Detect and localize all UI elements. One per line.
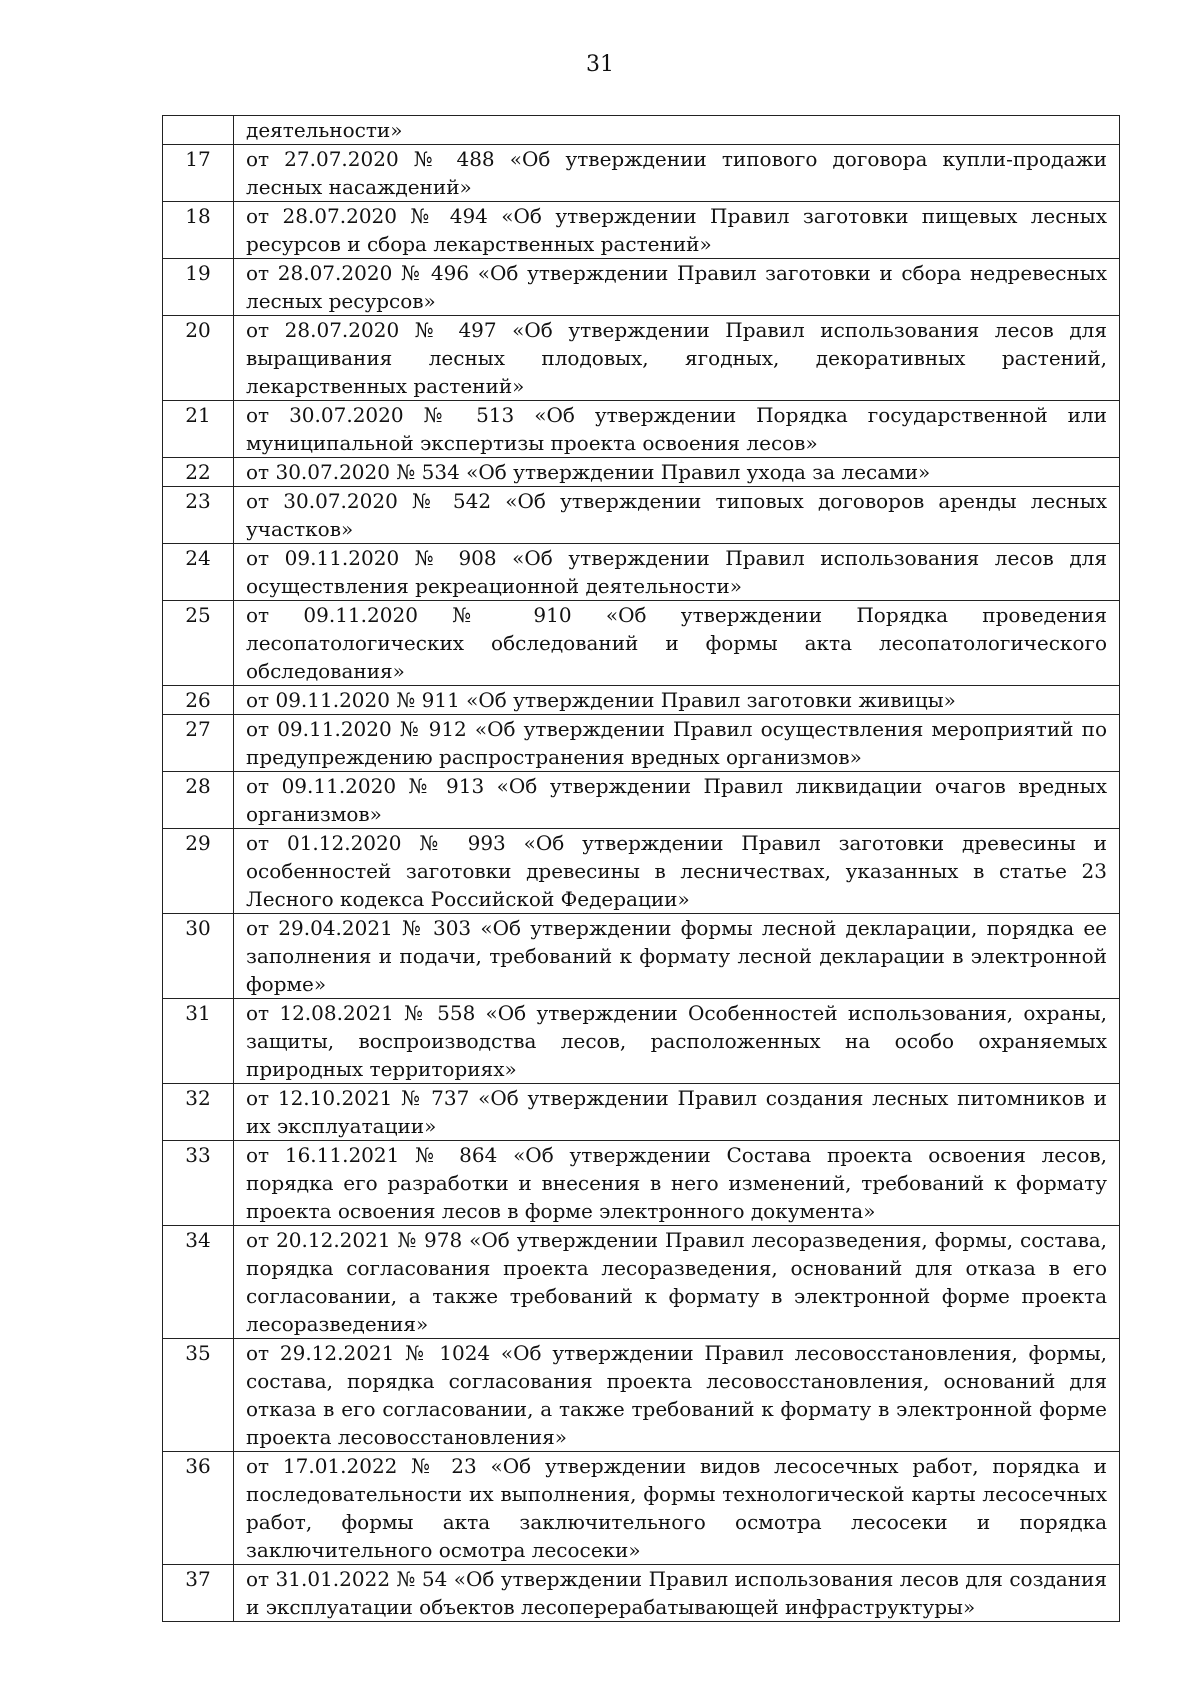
row-text: от 16.11.2021 № 864 «Об утверждении Состава проекта освоения лесов, порядка его разработки и внесения в него изменений, требований к формату проекта освоения лесов в форме электронного документа» [234,1141,1120,1226]
row-text: от 17.01.2022 № 23 «Об утверждении видов лесосечных работ, порядка и последовательности их выполнения, формы технологической карты лесосечных работ, формы акта заключительного осмотра лесосеки и порядка заключительного осмотра лесосеки» [234,1452,1120,1565]
row-text: от 12.08.2021 № 558 «Об утверждении Особенностей использования, охраны, защиты, воспроизводства лесов, расположенных на особо охраняемых природных территориях» [234,999,1120,1084]
row-number: 21 [163,401,234,458]
table-row [163,401,1120,458]
row-number: 22 [163,458,234,487]
row-number: 27 [163,715,234,772]
table-row [163,686,1120,715]
table-row [163,914,1120,999]
table-row [163,1141,1120,1226]
row-text: от 28.07.2020 № 494 «Об утверждении Правил заготовки пищевых лесных ресурсов и сбора лекарственных растений» [234,202,1120,259]
row-text: от 30.07.2020 № 534 «Об утверждении Правил ухода за лесами» [234,458,1120,487]
row-text: от 01.12.2020 № 993 «Об утверждении Правил заготовки древесины и особенностей заготовки древесины в лесничествах, указанных в статье 23 Лесного кодекса Российской Федерации» [234,829,1120,914]
table-row [163,259,1120,316]
row-number [163,116,234,145]
row-text: от 09.11.2020 № 910 «Об утверждении Порядка проведения лесопатологических обследований и формы акта лесопатологического обследования» [234,601,1120,686]
row-text: от 30.07.2020 № 542 «Об утверждении типовых договоров аренды лесных участков» [234,487,1120,544]
table-row [163,1084,1120,1141]
row-text: от 09.11.2020 № 911 «Об утверждении Правил заготовки живицы» [234,686,1120,715]
row-number: 25 [163,601,234,686]
table-row [163,1339,1120,1452]
table-row [163,544,1120,601]
row-text: от 20.12.2021 № 978 «Об утверждении Правил лесоразведения, формы, состава, порядка согласования проекта лесоразведения, оснований для отказа в его согласовании, а также требований к формату в электронной форме проекта лесоразведения» [234,1226,1120,1339]
table-row [163,116,1120,145]
row-number: 20 [163,316,234,401]
row-number: 17 [163,145,234,202]
row-number: 19 [163,259,234,316]
table-row [163,1226,1120,1339]
row-number: 31 [163,999,234,1084]
table-row [163,1452,1120,1565]
row-text: от 28.07.2020 № 497 «Об утверждении Правил использования лесов для выращивания лесных плодовых, ягодных, декоративных растений, лекарственных растений» [234,316,1120,401]
row-number: 37 [163,1565,234,1622]
table-row [163,715,1120,772]
table-row [163,145,1120,202]
row-number: 33 [163,1141,234,1226]
row-text: деятельности» [234,116,1120,145]
row-text: от 29.04.2021 № 303 «Об утверждении формы лесной декларации, порядка ее заполнения и подачи, требований к формату лесной декларации в электронной форме» [234,914,1120,999]
row-text: от 30.07.2020 № 513 «Об утверждении Порядка государственной или муниципальной экспертизы проекта освоения лесов» [234,401,1120,458]
row-text: от 29.12.2021 № 1024 «Об утверждении Правил лесовосстановления, формы, состава, порядка согласования проекта лесовосстановления, оснований для отказа в его согласовании, а также требований к формату в электронной форме проекта лесовосстановления» [234,1339,1120,1452]
row-text: от 09.11.2020 № 908 «Об утверждении Правил использования лесов для осуществления рекреационной деятельности» [234,544,1120,601]
row-number: 18 [163,202,234,259]
table-row [163,601,1120,686]
row-number: 36 [163,1452,234,1565]
row-text: от 09.11.2020 № 913 «Об утверждении Правил ликвидации очагов вредных организмов» [234,772,1120,829]
table-row [163,829,1120,914]
regulations-table [162,115,1120,1622]
table-row [163,458,1120,487]
row-number: 24 [163,544,234,601]
table-row [163,487,1120,544]
row-number: 35 [163,1339,234,1452]
row-text: от 28.07.2020 № 496 «Об утверждении Правил заготовки и сбора недревесных лесных ресурсов» [234,259,1120,316]
row-number: 34 [163,1226,234,1339]
row-number: 30 [163,914,234,999]
row-number: 32 [163,1084,234,1141]
table-row [163,999,1120,1084]
table-row [163,1565,1120,1622]
row-text: от 12.10.2021 № 737 «Об утверждении Правил создания лесных питомников и их эксплуатации» [234,1084,1120,1141]
row-text: от 31.01.2022 № 54 «Об утверждении Правил использования лесов для создания и эксплуатации объектов лесоперерабатывающей инфраструктуры» [234,1565,1120,1622]
row-text: от 27.07.2020 № 488 «Об утверждении типового договора купли-продажи лесных насаждений» [234,145,1120,202]
table-row [163,316,1120,401]
page-number: 31 [586,52,614,77]
row-number: 29 [163,829,234,914]
row-number: 26 [163,686,234,715]
row-number: 23 [163,487,234,544]
table-row [163,772,1120,829]
row-number: 28 [163,772,234,829]
row-text: от 09.11.2020 № 912 «Об утверждении Правил осуществления мероприятий по предупреждению распространения вредных организмов» [234,715,1120,772]
table-row [163,202,1120,259]
